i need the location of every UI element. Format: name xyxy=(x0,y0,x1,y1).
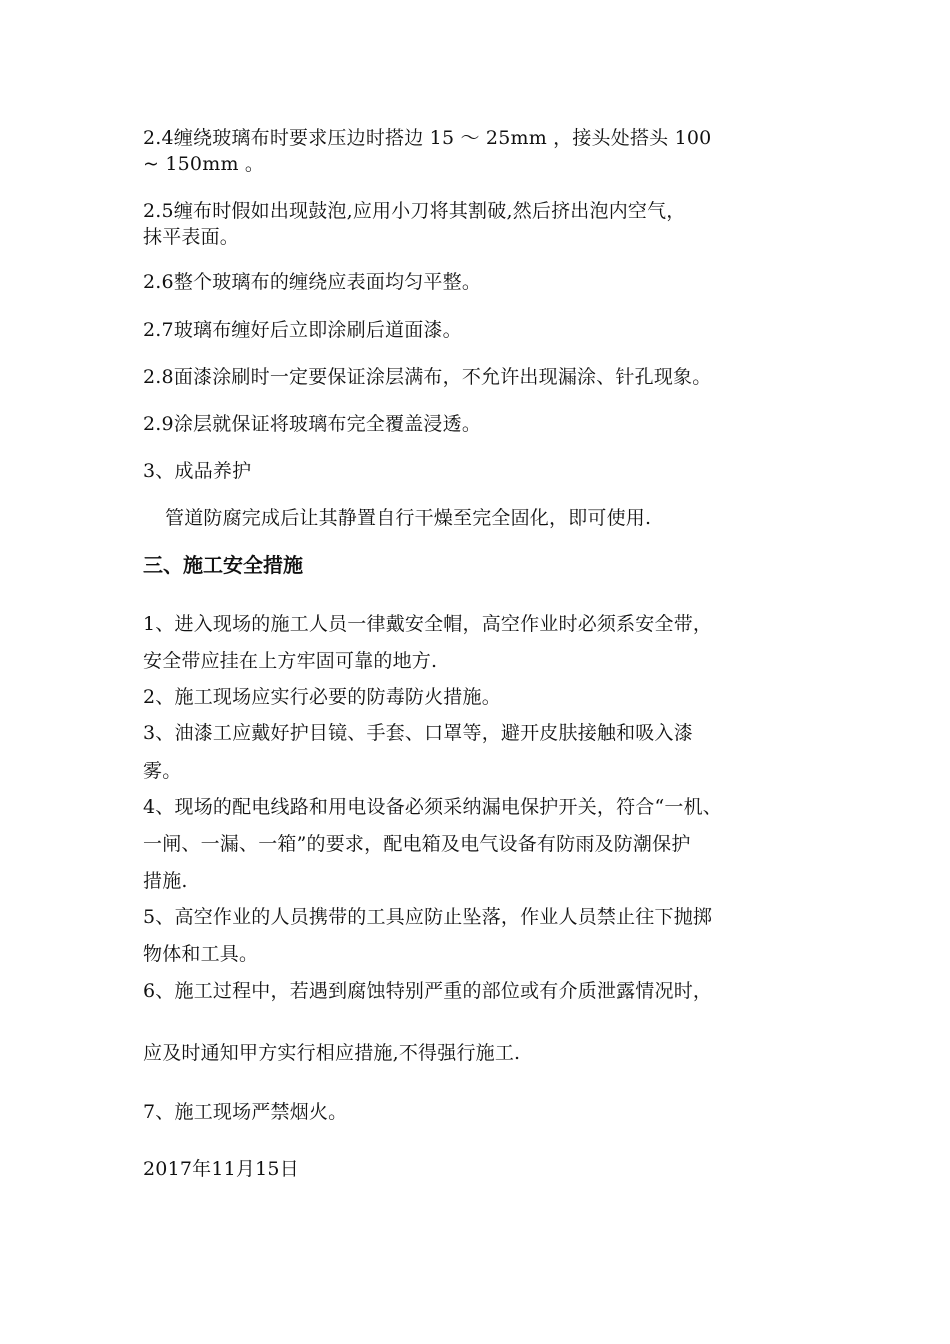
item-2-5-line-1: 2.5缠布时假如出现鼓泡,应用小刀将其割破,然后挤出泡内空气， xyxy=(143,200,686,222)
item-2-6: 2.6整个玻璃布的缠绕应表面均匀平整。 xyxy=(143,271,482,293)
measure-3-line-2: 雾。 xyxy=(143,760,182,782)
curing-paragraph: 管道防腐完成后让其静置自行干燥至完全固化，即可使用. xyxy=(165,507,652,529)
item-2-4-line-1: 2.4缠绕玻璃布时要求压边时搭边 15 ～ 25mm ，接头处搭头 100 xyxy=(143,127,712,149)
item-2-7: 2.7玻璃布缠好后立即涂刷后道面漆。 xyxy=(143,319,462,341)
document-date: 2017年11月15日 xyxy=(143,1158,299,1180)
measure-4-line-1: 4、现场的配电线路和用电设备必须采纳漏电保护开关，符合“一机、 xyxy=(143,796,723,818)
measure-5-line-2: 物体和工具。 xyxy=(143,943,259,965)
item-3-heading: 3、成品养护 xyxy=(143,460,252,482)
section-title: 三、施工安全措施 xyxy=(143,553,303,577)
item-2-8: 2.8面漆涂刷时一定要保证涂层满布，不允许出现漏涂、针孔现象。 xyxy=(143,366,712,388)
item-2-5-line-2: 抹平表面。 xyxy=(143,226,240,248)
measure-5-line-1: 5、高空作业的人员携带的工具应防止坠落，作业人员禁止往下抛掷 xyxy=(143,906,713,928)
measure-6-line-2: 应及时通知甲方实行相应措施,不得强行施工. xyxy=(143,1042,521,1064)
measure-7: 7、施工现场严禁烟火。 xyxy=(143,1101,348,1123)
item-2-9: 2.9涂层就保证将玻璃布完全覆盖浸透。 xyxy=(143,413,482,435)
measure-4-line-2: 一闸、一漏、一箱”的要求，配电箱及电气设备有防雨及防潮保护 xyxy=(143,833,691,855)
measure-1-line-2: 安全带应挂在上方牢固可靠的地方. xyxy=(143,650,438,672)
item-2-4-line-2: ~ 150mm 。 xyxy=(143,153,265,175)
measure-1-line-1: 1、进入现场的施工人员一律戴安全帽，高空作业时必须系安全带， xyxy=(143,613,713,635)
measure-3-line-1: 3、油漆工应戴好护目镜、手套、口罩等，避开皮肤接触和吸入漆 xyxy=(143,722,693,744)
measure-4-line-3: 措施. xyxy=(143,870,188,892)
measure-2: 2、施工现场应实行必要的防毒防火措施。 xyxy=(143,686,501,708)
measure-6-line-1: 6、施工过程中，若遇到腐蚀特别严重的部位或有介质泄露情况时， xyxy=(143,980,713,1002)
